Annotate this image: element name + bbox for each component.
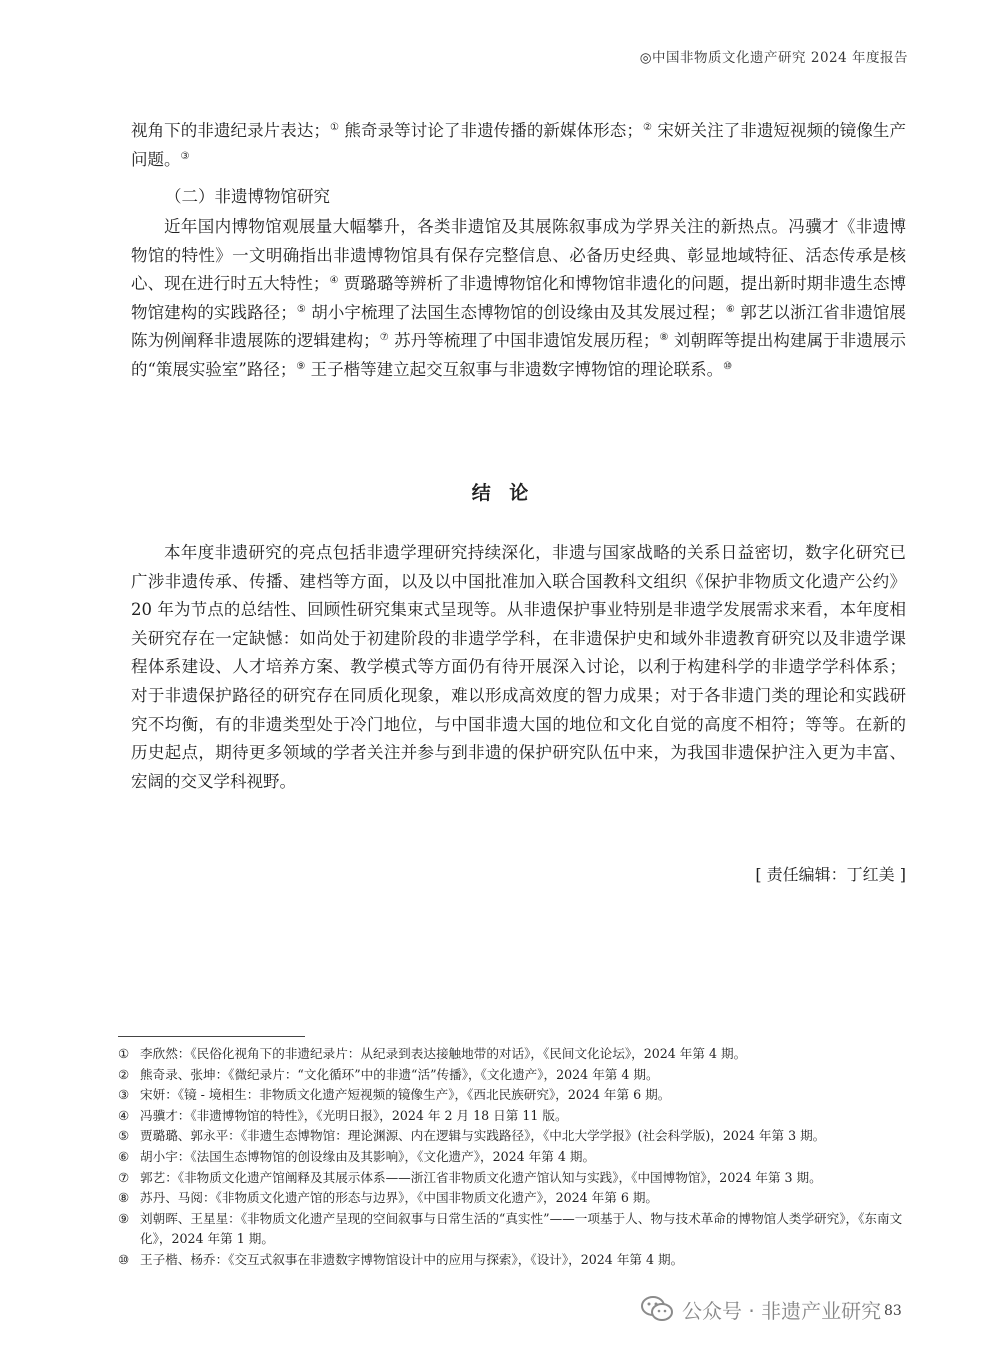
footnote-ref-7[interactable]: ⑦ bbox=[379, 332, 389, 344]
footnote-text: 冯骥才：《非遗博物馆的特性》，《光明日报》，2024 年 2 月 18 日第 11 版。 bbox=[140, 1107, 568, 1123]
footnote-text: 刘朝晖、王星星：《非物质文化遗产呈现的空间叙事与日常生活的“真实性”——一项基于人、物与技术革命的博物馆人类学研究》，《东南文化》，2024 年第 1 期。 bbox=[140, 1210, 903, 1247]
footnote-number: ③ bbox=[118, 1087, 130, 1103]
footnote-number: ⑩ bbox=[118, 1251, 130, 1267]
footnote-text: 贾璐璐、郭永平：《非遗生态博物馆：理论渊源、内在逻辑与实践路径》，《中北大学学报》(社会科学版)，2024 年第 3 期。 bbox=[140, 1128, 826, 1144]
footnote-item bbox=[118, 1168, 918, 1189]
subheading-museum-research: （二）非遗博物馆研究 bbox=[165, 187, 330, 206]
footnote-item bbox=[118, 1126, 918, 1147]
footnote-ref-8[interactable]: ⑧ bbox=[659, 332, 669, 344]
footnote-list bbox=[118, 1044, 918, 1271]
page-number: 83 bbox=[884, 1303, 902, 1319]
conclusion-body bbox=[131, 539, 906, 796]
footnote-number: ⑤ bbox=[118, 1128, 130, 1144]
footnote-text: 宋妍：《镜 - 境相生：非物质文化遗产短视频的镜像生产》，《西北民族研究》，2024 年第 6 期。 bbox=[140, 1087, 671, 1103]
footnote-ref-10[interactable]: ⑩ bbox=[723, 360, 733, 372]
footnote-divider bbox=[118, 1036, 305, 1037]
footnote-number: ⑥ bbox=[118, 1148, 130, 1164]
footnote-item bbox=[118, 1188, 918, 1209]
watermark-text: 公众号 · 非遗产业研究 bbox=[682, 1298, 882, 1323]
footnote-item bbox=[118, 1044, 918, 1065]
footnote-text: 熊奇录、张坤：《微纪录片：“文化循环”中的非遗“活”传播》，《文化遗产》，2024 年第 4 期。 bbox=[140, 1066, 659, 1082]
footnote-item bbox=[118, 1085, 918, 1106]
footnote-number: ④ bbox=[118, 1107, 130, 1123]
footnote-ref-6[interactable]: ⑥ bbox=[725, 303, 735, 315]
section-title-conclusion: 结 论 bbox=[471, 482, 535, 504]
footnote-item bbox=[118, 1065, 918, 1086]
paragraph-continued bbox=[131, 117, 906, 174]
paragraph-1: 视角下的非遗纪录片表达；① 熊奇录等讨论了非遗传播的新媒体形态；② 宋妍关注了非遗短视频的镜像生产问题。③ bbox=[131, 121, 907, 169]
paragraph-2: 近年国内博物馆观展量大幅攀升，各类非遗馆及其展陈叙事成为学界关注的新热点。冯骥才《非遗博物馆的特性》一文明确指出非遗博物馆具有保存完整信息、必备历史经典、彰显地域特征、活态传承是核心、现在进行时五大特性；④ 贾璐璐等辨析了非遗博物馆化和博物馆非遗化的问题，提出新时期非遗生态博物馆建构的实践路径；⑤ 胡小宇梳理了法国生态博物馆的创设缘由及其发展过程；⑥ 郭艺以浙江省非遗馆展陈为例阐释非遗展陈的逻辑建构；⑦ 苏丹等梳理了中国非遗馆发展历程；⑧ 刘朝晖等提出构建属于非遗展示的“策展实验室”路径；⑨ 王子楷等建立起交互叙事与非遗数字博物馆的理论联系。⑩ bbox=[131, 217, 907, 379]
footnote-ref-4[interactable]: ④ bbox=[329, 275, 339, 287]
footnote-text: 胡小宇：《法国生态博物馆的创设缘由及其影响》，《文化遗产》，2024 年第 4 期。 bbox=[140, 1148, 596, 1164]
conclusion-paragraph: 本年度非遗研究的亮点包括非遗学理研究持续深化，非遗与国家战略的关系日益密切，数字化研究已广涉非遗传承、传播、建档等方面，以及以中国批准加入联合国教科文组织《保护非物质文化遗产公约》20 年为节点的总结性、回顾性研究集束式呈现等。从非遗保护事业特别是非遗学发展需求来看，本年度相关研究存在一定缺憾：如尚处于初建阶段的非遗学学科，在非遗保护史和域外非遗教育研究以及非遗学课程体系建设、人才培养方案、教学模式等方面仍有待开展深入讨论，以利于构建科学的非遗学学科体系；对于非遗保护路径的研究存在同质化现象，难以形成高效度的智力成果；对于各非遗门类的理论和实践研究不均衡，有的非遗类型处于冷门地位，与中国非遗大国的地位和文化自觉的高度不相符；等等。在新的历史起点，期待更多领域的学者关注并参与到非遗的保护研究队伍中来，为我国非遗保护注入更为丰富、宏阔的交叉学科视野。 bbox=[131, 543, 906, 791]
footnote-ref-5[interactable]: ⑤ bbox=[296, 303, 306, 315]
running-header: ◎中国非物质文化遗产研究 2024 年度报告 bbox=[639, 50, 908, 66]
footnote-ref-2[interactable]: ② bbox=[642, 122, 652, 133]
footnote-item bbox=[118, 1250, 918, 1271]
footnote-ref-1[interactable]: ① bbox=[329, 122, 340, 133]
wechat-icon bbox=[640, 1294, 674, 1324]
footnote-text: 郭艺：《非物质文化遗产馆阐释及其展示体系——浙江省非物质文化遗产馆认知与实践》，《中国博物馆》，2024 年第 3 期。 bbox=[140, 1169, 822, 1185]
footnote-text: 王子楷、杨乔：《交互式叙事在非遗数字博物馆设计中的应用与探索》，《设计》，2024 年第 4 期。 bbox=[140, 1251, 684, 1267]
footnote-text: 苏丹、马阅：《非物质文化遗产馆的形态与边界》，《中国非物质文化遗产》，2024 年第 6 期。 bbox=[140, 1190, 659, 1206]
responsible-editor: [ 责任编辑：丁红美 ] bbox=[755, 865, 906, 884]
footnote-number: ① bbox=[118, 1046, 130, 1061]
footnote-ref-3[interactable]: ③ bbox=[180, 150, 190, 162]
footnote-number: ⑨ bbox=[118, 1210, 130, 1226]
footnote-item bbox=[118, 1147, 918, 1168]
footnote-item bbox=[118, 1209, 918, 1250]
footnote-text: 李欣然：《民俗化视角下的非遗纪录片：从纪录到表达接触地带的对话》，《民间文化论坛》，2024 年第 4 期。 bbox=[140, 1046, 747, 1061]
footnote-number: ⑦ bbox=[118, 1169, 130, 1185]
footnote-number: ② bbox=[118, 1066, 130, 1082]
wechat-watermark bbox=[640, 1294, 881, 1324]
footnote-item bbox=[118, 1106, 918, 1127]
footnote-number: ⑧ bbox=[118, 1190, 130, 1206]
footnote-ref-9[interactable]: ⑨ bbox=[296, 360, 306, 372]
paragraph-museum bbox=[131, 213, 906, 385]
